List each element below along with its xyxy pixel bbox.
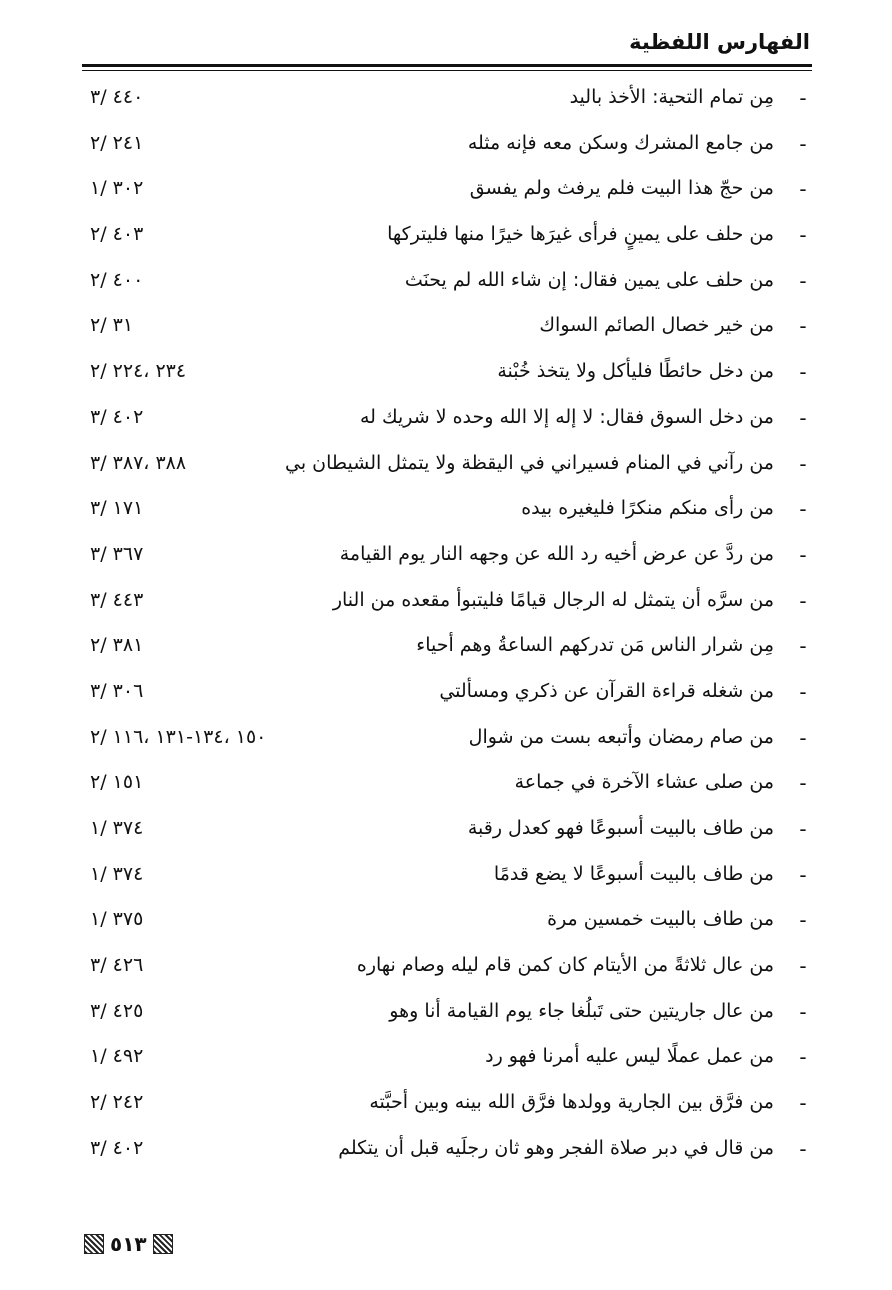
entry-reference: ٤٩٢ /١: [90, 1045, 144, 1068]
entry-text: من خير خصال الصائم السواك: [539, 314, 774, 337]
entry-dash: -: [799, 177, 807, 202]
entry-text: من دخل حائطًا فليأكل ولا يتخذ خُبْنة: [497, 360, 774, 383]
index-entry: [82, 489, 810, 535]
index-entry: [82, 352, 810, 398]
entry-text: مِن تمام التحية: الأخذ باليد: [569, 86, 774, 108]
entry-dash: -: [799, 634, 807, 659]
entry-reference: ٣٠٦ /٣: [90, 679, 144, 702]
entry-text: من حلف على يمينٍ فرأى غيرَها خيرًا منها فليتركها: [387, 223, 774, 246]
entry-text: من صلى عشاء الآخرة في جماعة: [514, 771, 774, 794]
index-entry: [82, 763, 810, 809]
index-entry: [82, 992, 810, 1038]
entry-reference: ٤٠٢ /٣: [90, 1136, 144, 1159]
entry-dash: -: [799, 771, 807, 796]
entry-dash: -: [799, 1136, 807, 1161]
index-entry: [82, 124, 810, 170]
entry-dash: -: [799, 1045, 807, 1070]
entry-text: من رآني في المنام فسيراني في اليقظة ولا يتمثل الشيطان بي: [285, 451, 774, 474]
index-entry: [82, 946, 810, 992]
index-entry: [82, 215, 810, 261]
entry-reference: ٢٤٢ /٢: [90, 1091, 144, 1114]
entry-reference: ٣٨١ /٢: [90, 634, 144, 657]
entry-dash: -: [799, 588, 807, 613]
entry-text: من صام رمضان وأتبعه بست من شوال: [468, 725, 774, 748]
index-entry: [82, 398, 810, 444]
entry-dash: -: [799, 542, 807, 567]
entry-reference: ٣٠٢ /١: [90, 177, 144, 200]
entry-dash: -: [799, 999, 807, 1024]
entry-text: من فرَّق بين الجارية وولدها فرَّق الله بينه وبين أحبَّته: [369, 1091, 774, 1114]
entry-reference: ٤٢٥ /٣: [90, 999, 144, 1022]
page-header-title: الفهارس اللفظية: [629, 30, 810, 54]
entry-text: من حلف على يمين فقال: إن شاء الله لم يحنَث: [404, 268, 774, 291]
entry-dash: -: [799, 314, 807, 339]
ornament-left-icon: [84, 1234, 104, 1254]
entry-reference: ٢٤١ /٢: [90, 131, 144, 154]
index-entry: [82, 855, 810, 901]
entry-reference: ١٥١ /٢: [90, 771, 144, 794]
entry-text: من رأى منكم منكرًا فليغيره بيده: [521, 497, 774, 520]
entry-reference: ١٥٠ ،١٣٤-١٣١ ،١١٦ /٢: [90, 725, 267, 748]
entry-reference: ٢٣٤ ،٢٢٤ /٢: [90, 360, 187, 383]
entry-dash: -: [799, 405, 807, 430]
index-entry: [82, 1037, 810, 1083]
entry-text: من عال ثلاثةً من الأيتام كان كمن قام ليله وصام نهاره: [356, 954, 774, 977]
entry-text: من دخل السوق فقال: لا إله إلا الله وحده لا شريك له: [359, 405, 774, 428]
entry-text: من ردَّ عن عرض أخيه رد الله عن وجهه النار يوم القيامة: [339, 542, 774, 565]
entry-text: من جامع المشرك وسكن معه فإنه مثله: [467, 131, 774, 154]
index-entry: [82, 306, 810, 352]
header-rule-thick: [82, 64, 812, 67]
index-entry: [82, 1083, 810, 1129]
ornament-right-icon: [153, 1234, 173, 1254]
entry-dash: -: [799, 86, 807, 110]
entry-reference: ٤٤٠ /٣: [90, 86, 144, 108]
header-rule-thin: [82, 70, 812, 71]
entry-dash: -: [799, 223, 807, 248]
entry-reference: ٤٠٣ /٢: [90, 223, 144, 246]
entry-text: من طاف بالبيت أسبوعًا فهو كعدل رقبة: [467, 817, 774, 839]
entry-reference: ٣٦٧ /٣: [90, 542, 144, 565]
entry-dash: -: [799, 1091, 807, 1116]
entry-text: من عال جاريتين حتى تَبلُغا جاء يوم القيامة أنا وهو: [389, 999, 774, 1022]
entry-reference: ٤٠٠ /٢: [90, 268, 144, 291]
entry-dash: -: [799, 862, 807, 887]
entry-dash: -: [799, 954, 807, 979]
index-entry: [82, 444, 810, 490]
entry-text: من قال في دبر صلاة الفجر وهو ثان رجلَيه قبل أن يتكلم: [338, 1136, 774, 1159]
entry-text: من عمل عملًا ليس عليه أمرنا فهو رد: [485, 1045, 774, 1068]
entry-reference: ٣٨٨ ،٣٨٧ /٣: [90, 451, 187, 474]
index-entry: [82, 809, 810, 855]
entry-dash: -: [799, 908, 807, 933]
entry-dash: -: [799, 725, 807, 750]
entry-dash: -: [799, 268, 807, 293]
entry-text: من طاف بالبيت أسبوعًا لا يضع قدمًا: [493, 862, 774, 885]
index-entry: [82, 718, 810, 764]
index-entry: [82, 261, 810, 307]
entry-reference: ٣٧٤ /١: [90, 817, 144, 839]
entry-reference: ٣٧٥ /١: [90, 908, 144, 931]
entry-dash: -: [799, 679, 807, 704]
entry-dash: -: [799, 497, 807, 522]
entry-dash: -: [799, 360, 807, 385]
index-entry: [82, 169, 810, 215]
index-entry: [82, 535, 810, 581]
entry-reference: ٤٢٦ /٣: [90, 954, 144, 977]
page-footer: [84, 1230, 173, 1258]
entry-text: من سرَّه أن يتمثل له الرجال قيامًا فليتبوأ مقعده من النار: [332, 588, 774, 611]
entry-text: من حجّ هذا البيت فلم يرفث ولم يفسق: [469, 177, 774, 200]
index-entry: [82, 626, 810, 672]
hadith-index-list: [82, 78, 810, 1175]
entry-reference: ٣١ /٢: [90, 314, 134, 337]
entry-reference: ٤٠٢ /٣: [90, 405, 144, 428]
entry-reference: ٣٧٤ /١: [90, 862, 144, 885]
entry-reference: ١٧١ /٣: [90, 497, 144, 520]
index-entry: [82, 78, 810, 124]
entry-dash: -: [799, 451, 807, 476]
entry-text: من طاف بالبيت خمسين مرة: [547, 908, 774, 931]
index-entry: [82, 581, 810, 627]
entry-text: من شغله قراءة القرآن عن ذكري ومسألتي: [439, 679, 774, 702]
index-entry: [82, 1129, 810, 1175]
entry-reference: ٤٤٣ /٣: [90, 588, 144, 611]
index-entry: [82, 900, 810, 946]
index-entry: [82, 672, 810, 718]
entry-dash: -: [799, 817, 807, 841]
entry-text: مِن شرار الناس مَن تدركهم الساعةُ وهم أحياء: [416, 634, 774, 657]
entry-dash: -: [799, 131, 807, 156]
page-number: ٥١٣: [110, 1232, 147, 1256]
